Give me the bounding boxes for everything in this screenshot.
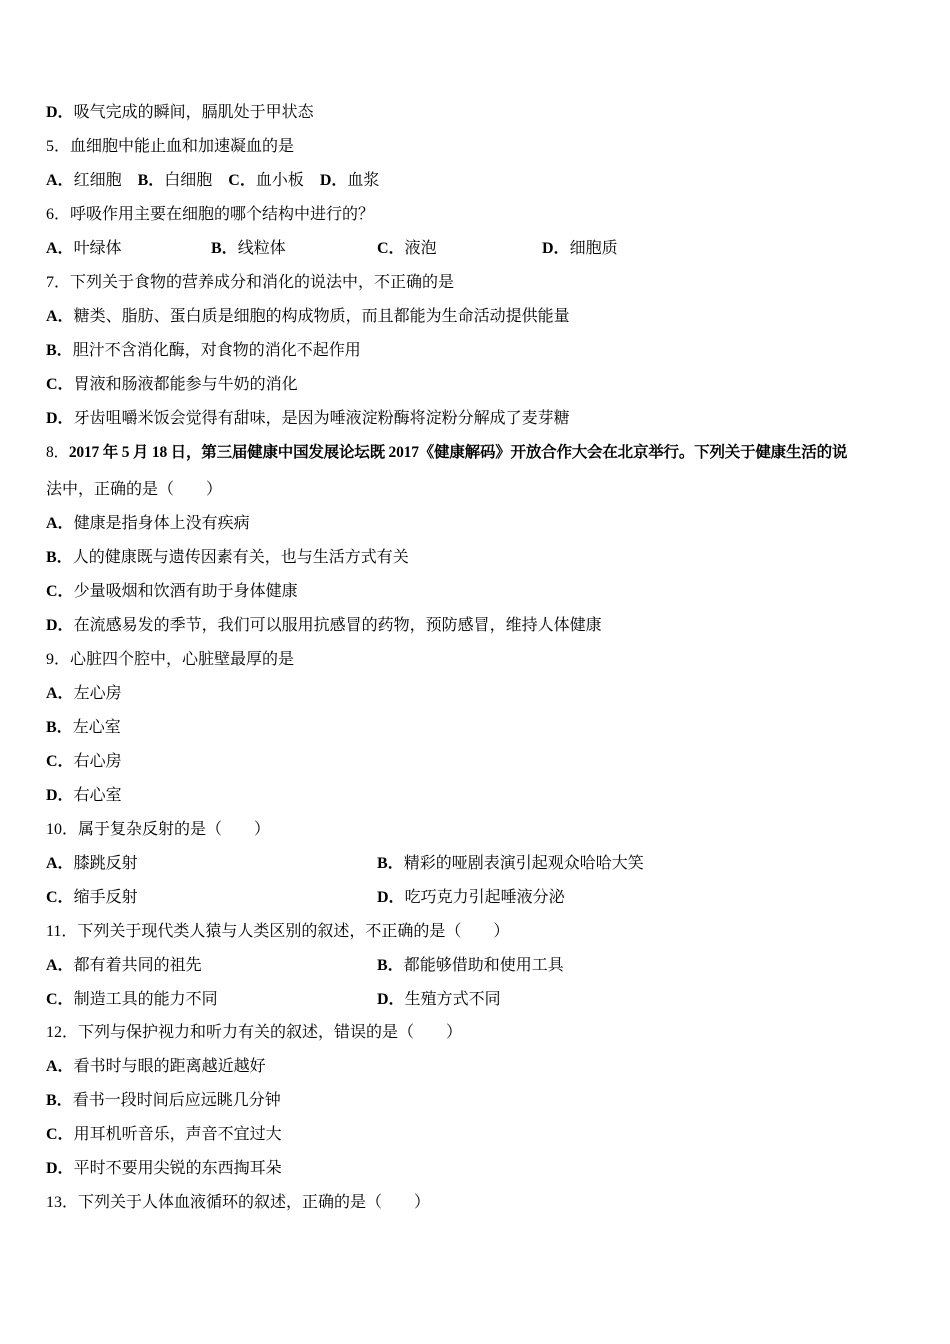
option-label: A． [46, 1058, 74, 1075]
option-label: A． [46, 957, 74, 974]
q10-option-a [46, 853, 138, 873]
option-label: C． [377, 240, 405, 257]
q7-option-b [46, 340, 361, 360]
option-text: 健康是指身体上没有疾病 [73, 513, 250, 532]
option-label: B． [46, 1092, 73, 1109]
option-text: 细胞质 [569, 238, 618, 257]
option-text: 胆汁不含消化酶，对食物的消化不起作用 [72, 340, 361, 359]
option-label: D． [377, 991, 405, 1008]
q9-option-a [46, 683, 122, 703]
question-text: 下列与保护视力和听力有关的叙述，错误的是（ ） [78, 1022, 463, 1041]
option-text: 都能够借助和使用工具 [403, 955, 564, 974]
q8-option-c [46, 581, 298, 601]
option-label: A． [46, 515, 74, 532]
option-text: 生殖方式不同 [404, 989, 501, 1008]
option-text: 胃液和肠液都能参与牛奶的消化 [73, 374, 298, 393]
option-label: C． [228, 172, 256, 189]
question-number: 11． [46, 923, 78, 940]
option-text: 用耳机听音乐，声音不宜过大 [73, 1124, 282, 1143]
question-text: 法中，正确的是（ ） [46, 479, 223, 498]
option-label: B． [377, 957, 404, 974]
option-label: D． [46, 1160, 74, 1177]
option-label: C． [46, 991, 74, 1008]
option-label: B． [46, 549, 73, 566]
q9-stem [46, 649, 294, 669]
q9-option-b [46, 717, 121, 737]
option-label: B． [46, 342, 73, 359]
question-text: 属于复杂反射的是（ ） [78, 819, 271, 838]
option-text: 吸气完成的瞬间，膈肌处于甲状态 [73, 102, 314, 121]
question-text: 2017 年 5 月 18 日，第三届健康中国发展论坛既 2017《健康解码》开放合作大会在北京举行。下列关于健康生活的说 [68, 444, 848, 461]
q8-stem-line2 [46, 479, 222, 499]
option-label: B． [137, 172, 165, 189]
option-text: 吃巧克力引起唾液分泌 [404, 887, 565, 906]
q12-stem [46, 1022, 462, 1042]
option-label: C． [46, 583, 74, 600]
option-text: 在流感易发的季节，我们可以服用抗感冒的药物，预防感冒，维持人体健康 [73, 615, 602, 634]
question-text: 呼吸作用主要在细胞的哪个结构中进行的？ [70, 204, 375, 223]
q8-stem-line1 [46, 442, 847, 462]
q12-option-d [46, 1158, 282, 1178]
question-text: 下列关于现代类人猿与人类区别的叙述，不正确的是（ ） [77, 921, 510, 940]
option-text: 红细胞 [73, 170, 122, 189]
q6-option-d [542, 238, 618, 258]
q12-option-c [46, 1124, 282, 1144]
option-label: D． [46, 104, 74, 121]
option-text: 液泡 [404, 238, 437, 257]
question-text: 心脏四个腔中，心脏壁最厚的是 [70, 649, 295, 668]
q7-option-a [46, 306, 570, 326]
question-text: 血细胞中能止血和加速凝血的是 [70, 136, 295, 155]
option-text: 白细胞 [164, 170, 213, 189]
option-label: C． [46, 889, 74, 906]
q10-option-d [377, 887, 565, 907]
option-text: 都有着共同的祖先 [73, 955, 202, 974]
q5-options [46, 170, 379, 190]
option-text: 线粒体 [237, 238, 286, 257]
option-label: A． [46, 172, 74, 189]
q11-option-d [377, 989, 501, 1009]
q12-option-b [46, 1090, 281, 1110]
q8-option-a [46, 513, 250, 533]
q8-option-d [46, 615, 602, 635]
option-text: 精彩的哑剧表演引起观众哈哈大笑 [403, 853, 644, 872]
option-label: C． [46, 376, 74, 393]
q6-option-a [46, 238, 122, 258]
option-text: 右心房 [73, 751, 122, 770]
question-number: 6． [46, 206, 71, 223]
option-text: 缩手反射 [73, 887, 138, 906]
q11-option-a [46, 955, 202, 975]
q10-option-b [377, 853, 644, 873]
option-label: D． [46, 410, 74, 427]
question-text: 下列关于人体血液循环的叙述，正确的是（ ） [78, 1192, 431, 1211]
option-label: D． [319, 172, 348, 189]
question-number: 9． [46, 651, 71, 668]
q10-option-c [46, 887, 138, 907]
option-label: D． [542, 240, 570, 257]
q9-option-d [46, 785, 122, 805]
question-number: 8． [46, 444, 69, 461]
option-label: D． [46, 787, 74, 804]
q9-option-c [46, 751, 122, 771]
q7-stem [46, 272, 454, 292]
option-text: 看书一段时间后应远眺几分钟 [72, 1090, 281, 1109]
option-text: 制造工具的能力不同 [73, 989, 218, 1008]
option-label: B． [46, 719, 73, 736]
q10-stem [46, 819, 270, 839]
q5-stem [46, 136, 294, 156]
q4-option-d [46, 102, 314, 122]
option-label: D． [46, 617, 74, 634]
q12-option-a [46, 1056, 266, 1076]
question-text: 下列关于食物的营养成分和消化的说法中，不正确的是 [70, 272, 455, 291]
option-text: 血浆 [347, 170, 380, 189]
q11-option-b [377, 955, 564, 975]
q6-option-b [211, 238, 286, 258]
option-label: A． [46, 240, 74, 257]
option-text: 人的健康既与遗传因素有关，也与生活方式有关 [72, 547, 409, 566]
option-text: 糖类、脂肪、蛋白质是细胞的构成物质，而且都能为生命活动提供能量 [73, 306, 570, 325]
q13-stem [46, 1192, 430, 1212]
option-label: A． [46, 685, 74, 702]
option-label: A． [46, 308, 74, 325]
option-text: 平时不要用尖锐的东西掏耳朵 [73, 1158, 282, 1177]
option-text: 叶绿体 [73, 238, 122, 257]
q6-stem [46, 204, 374, 224]
question-number: 7． [46, 274, 71, 291]
option-label: B． [211, 240, 238, 257]
question-number: 12． [46, 1024, 79, 1041]
option-text: 左心室 [72, 717, 121, 736]
question-number: 5． [46, 138, 71, 155]
option-label: C． [46, 1126, 74, 1143]
option-label: D． [377, 889, 405, 906]
option-text: 膝跳反射 [73, 853, 138, 872]
q7-option-c [46, 374, 298, 394]
q7-option-d [46, 408, 570, 428]
q11-option-c [46, 989, 218, 1009]
question-number: 10． [46, 821, 79, 838]
q8-option-b [46, 547, 409, 567]
option-label: C． [46, 753, 74, 770]
q6-option-c [377, 238, 437, 258]
option-text: 少量吸烟和饮酒有助于身体健康 [73, 581, 298, 600]
option-text: 牙齿咀嚼米饭会觉得有甜味，是因为唾液淀粉酶将淀粉分解成了麦芽糖 [73, 408, 570, 427]
option-text: 看书时与眼的距离越近越好 [73, 1056, 266, 1075]
question-number: 13． [46, 1194, 79, 1211]
option-text: 右心室 [73, 785, 122, 804]
q11-stem [46, 921, 509, 941]
option-text: 血小板 [255, 170, 304, 189]
option-label: B． [377, 855, 404, 872]
option-label: A． [46, 855, 74, 872]
option-text: 左心房 [73, 683, 122, 702]
